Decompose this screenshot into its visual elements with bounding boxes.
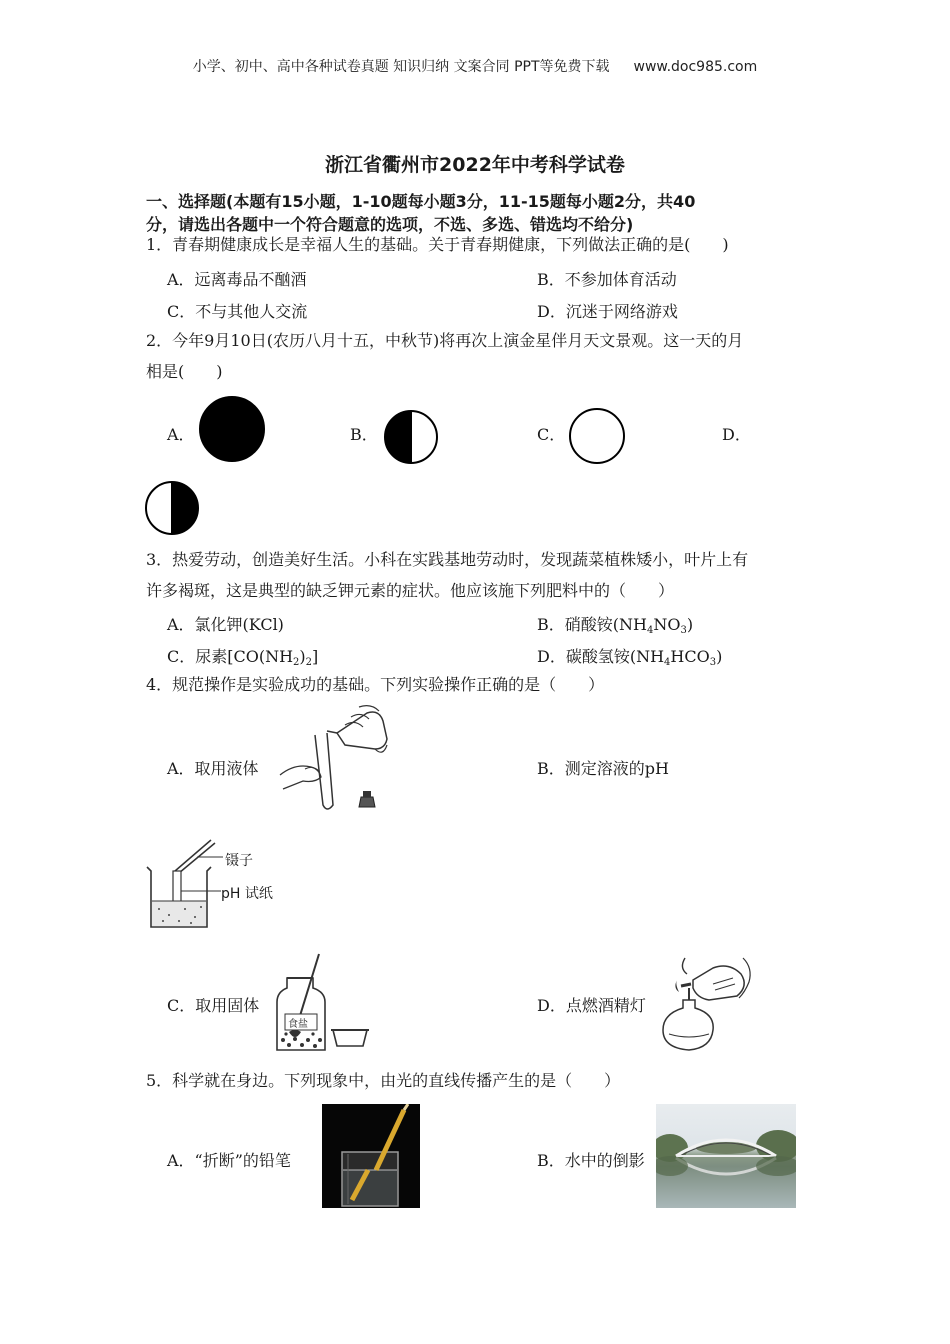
moon-half-left-dark-icon bbox=[383, 409, 441, 467]
q2-stem-line1: 2．今年9月10日(农历八月十五，中秋节)将再次上演金星伴月天文景观。这一天的月 bbox=[146, 331, 744, 350]
q3-stem-line1: 3．热爱劳动，创造美好生活。小科在实践基地劳动时，发现蔬菜植株矮小，叶片上有 bbox=[146, 550, 749, 569]
q4-stem: 4．规范操作是实验成功的基础。下列实验操作正确的是（ ） bbox=[146, 675, 605, 694]
moon-full-dark-icon bbox=[198, 395, 268, 465]
q5-option-b[interactable]: B．水中的倒影 bbox=[537, 1151, 645, 1170]
q1-option-d[interactable]: D．沉迷于网络游戏 bbox=[537, 302, 678, 321]
q1-stem: 1．青春期健康成长是幸福人生的基础。关于青春期健康，下列做法正确的是( ) bbox=[146, 235, 729, 254]
page-header bbox=[0, 56, 950, 76]
section-heading-line1: 一、选择题(本题有15小题，1-10题每小题3分，11-15题每小题2分，共40 bbox=[146, 192, 696, 211]
alcohol-lamp-lighting-illustration bbox=[655, 948, 755, 1056]
solid-reagent-jar-illustration bbox=[275, 950, 370, 1060]
bent-pencil-photo bbox=[322, 1104, 420, 1208]
q3-option-d[interactable]: D．碳酸氢铵$(NH_4HCO_3)$ bbox=[537, 647, 723, 668]
moon-half-right-dark-icon bbox=[144, 480, 204, 540]
jar-label-text: 食盐 bbox=[288, 1019, 308, 1030]
moon-full-bright-icon bbox=[568, 407, 628, 467]
q4-option-a[interactable]: A．取用液体 bbox=[167, 759, 259, 778]
q4-option-b[interactable]: B．测定溶液的pH bbox=[537, 759, 669, 778]
q1-option-b[interactable]: B．不参加体育活动 bbox=[537, 270, 677, 289]
q1-option-c[interactable]: C．不与其他人交流 bbox=[167, 302, 308, 321]
header-text: 小学、初中、高中各种试卷真题 知识归纳 文案合同 PPT等免费下载 bbox=[192, 59, 610, 75]
ph-label-tweezers: 镊子 bbox=[225, 853, 253, 869]
q3-stem-line2: 许多褐斑，这是典型的缺乏钾元素的症状。他应该施下列肥料中的（ ） bbox=[146, 581, 675, 600]
q3-option-c[interactable]: C．尿素$[CO(NH_2)_2]$ bbox=[167, 647, 319, 668]
q5-stem: 5．科学就在身边。下列现象中，由光的直线传播产生的是（ ） bbox=[146, 1071, 621, 1090]
q1-option-a[interactable]: A．远离毒品不酗酒 bbox=[167, 270, 307, 289]
q3-option-b[interactable]: B．硝酸铵$(NH_4NO_3)$ bbox=[537, 615, 694, 636]
bridge-reflection-photo bbox=[656, 1104, 796, 1208]
q2-option-d[interactable]: D． bbox=[722, 425, 751, 444]
section-heading-line2: 分，请选出各题中一个符合题意的选项，不选、多选、错选均不给分) bbox=[146, 215, 634, 234]
q4-option-d[interactable]: D．点燃酒精灯 bbox=[537, 996, 646, 1015]
q4-option-c[interactable]: C．取用固体 bbox=[167, 996, 260, 1015]
q2-stem-line2: 相是( ) bbox=[146, 362, 223, 381]
q2-option-a[interactable]: A． bbox=[167, 425, 195, 444]
q2-option-b[interactable]: B． bbox=[350, 425, 378, 444]
ph-label-paper: pH 试纸 bbox=[221, 886, 273, 902]
ph-test-beaker-illustration bbox=[145, 835, 225, 935]
exam-title: 浙江省衢州市2022年中考科学试卷 bbox=[325, 154, 625, 176]
pouring-liquid-illustration bbox=[275, 705, 390, 815]
header-site-link[interactable]: www.doc985.com bbox=[633, 59, 758, 75]
q5-option-a[interactable]: A．“折断”的铅笔 bbox=[167, 1151, 291, 1170]
q3-option-a[interactable]: A．氯化钾(KCl) bbox=[167, 615, 284, 634]
q2-option-c[interactable]: C． bbox=[537, 425, 566, 444]
